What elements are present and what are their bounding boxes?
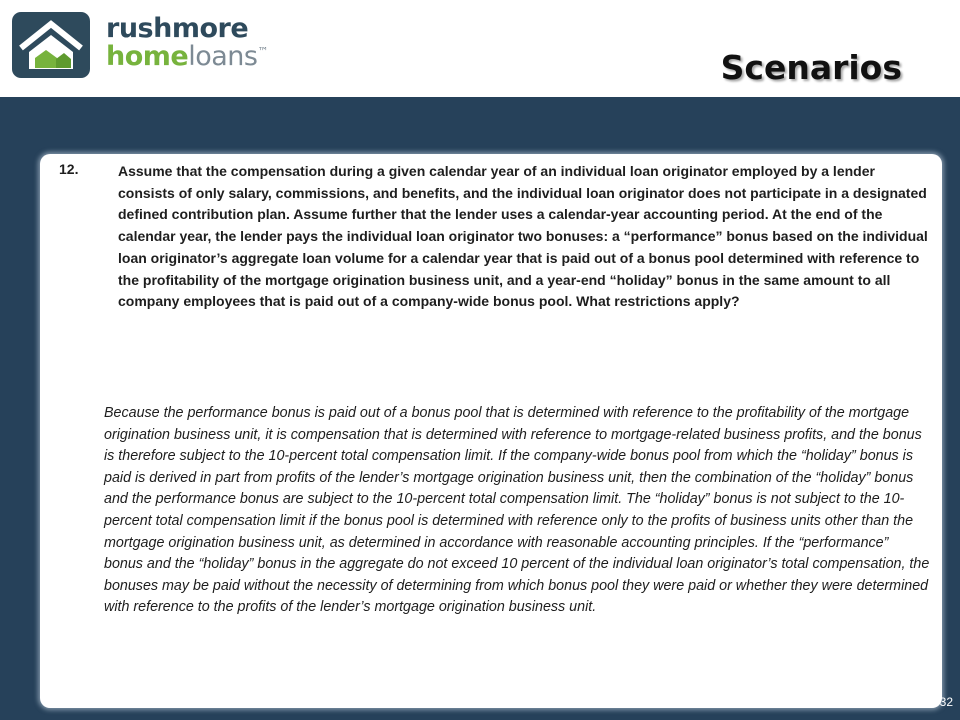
slide-header [0,0,960,97]
page-title: Scenarios [720,48,902,87]
scenario-question [59,161,929,313]
brand-line2 [106,43,268,70]
scenario-number: 12. [59,161,79,177]
brand-wordmark [106,15,268,70]
page-number: 32 [939,695,953,709]
house-logo-icon [12,12,90,78]
brand-line1: rushmore [106,13,249,44]
brand-trademark: ™ [257,45,268,58]
scenario-question-text: Assume that the compensation during a given calendar year of an individual loan originator employed by a lender consists of only salary, commissions, and benefits, and the individual loan originator does not participate in a designated defined contribution plan. Assume further that the lender uses a calendar-year accounting period. At the end of the calendar year, the lender pays the individual loan originator two bonuses: a “performance” bonus based on the individual loan originator’s aggregate loan volume for a calendar year that is paid out of a bonus pool determined with reference to the profitability of the mortgage origination business unit, and a year-end “holiday” bonus in the same amount to all company employees that is paid out of a company-wide bonus pool. What restrictions apply? [118,163,928,310]
brand-home: home [106,41,189,72]
brand-loans: loans [188,41,258,72]
scenario-answer-text: Because the performance bonus is paid out of a bonus pool that is determined with reference to the profitability of the mortgage origination business unit, it is compensation that is determined with reference to mortgage-related business profits, and the bonus is therefore subject to the 10-percent total compensation limit. If the company-wide bonus pool from which the “holiday” bonus is paid is derived in part from profits of the lender’s mortgage origination business unit, then the combination of the “holiday” bonus and the performance bonus are subject to the 10-percent total compensation limit. The “holiday” bonus is not subject to the 10-percent total compensation limit if the bonus pool is determined with reference only to the profits of business units other than the mortgage origination business unit, as determined in accordance with reasonable accounting principles. If the “performance” bonus and the “holiday” bonus in the aggregate do not exceed 10 percent of the individual loan originator’s total compensation, the bonuses may be paid without the necessity of determining from which bonus pool they were paid or whether they were determined with reference to the profits of the lender’s mortgage origination business unit. [104,405,930,616]
